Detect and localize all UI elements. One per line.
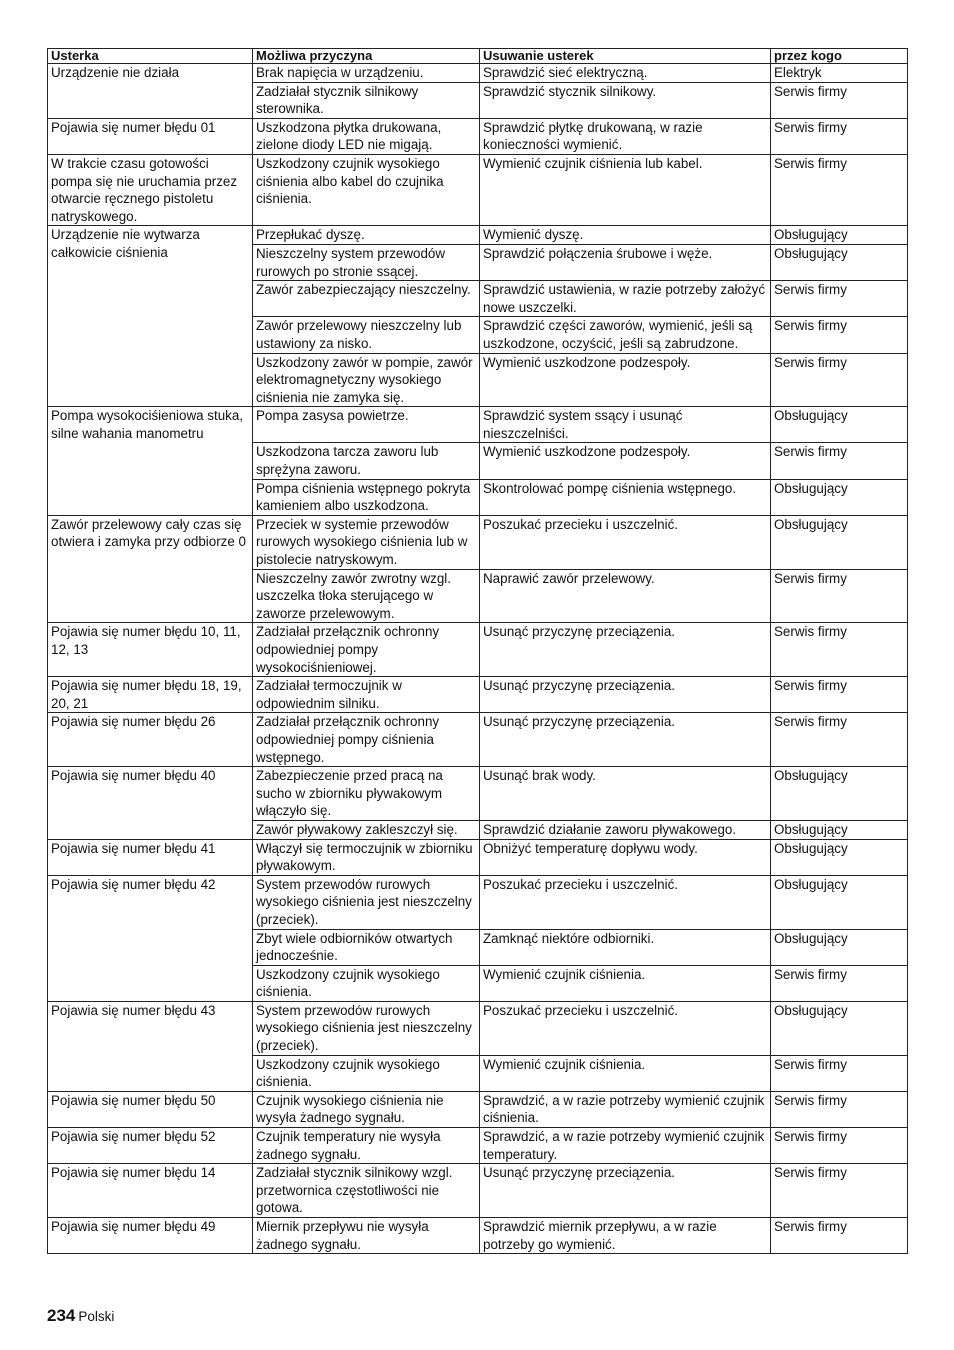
table-row [48,64,908,83]
table-row [48,1128,908,1164]
cause-cell: Zadziałał przełącznik ochronny odpowiedniej pompy ciśnienia wstępnego. [253,713,480,767]
responsible-cell: Obsługujący [771,407,908,443]
remedy-cell: Sprawdzić, a w razie potrzeby wymienić czujnik ciśnienia. [480,1091,771,1127]
cause-cell: Brak napięcia w urządzeniu. [253,64,480,83]
cause-cell: System przewodów rurowych wysokiego ciśnienia jest nieszczelny (przeciek). [253,1001,480,1055]
troubleshooting-table [47,48,908,1254]
cause-cell: Uszkodzony zawór w pompie, zawór elektromagnetyczny wysokiego ciśnienia nie zamyka się. [253,353,480,407]
fault-cell: Urządzenie nie wytwarza całkowicie ciśnienia [48,226,253,407]
header-responsible: przez kogo [771,49,908,64]
remedy-cell: Wymienić dyszę. [480,226,771,245]
remedy-cell: Sprawdzić płytkę drukowaną, w razie konieczności wymienić. [480,118,771,154]
language-label: Polski [78,1309,115,1324]
remedy-cell: Poszukać przecieku i uszczelnić. [480,1001,771,1055]
responsible-cell: Obsługujący [771,1001,908,1055]
page-footer [47,1306,114,1326]
cause-cell: Zawór przelewowy nieszczelny lub ustawiony za nisko. [253,317,480,353]
remedy-cell: Skontrolować pompę ciśnienia wstępnego. [480,479,771,515]
responsible-cell: Serwis firmy [771,1128,908,1164]
header-fault: Usterka [48,49,253,64]
cause-cell: Nieszczelny zawór zwrotny wzgl. uszczelka tłoka sterującego w zaworze przelewowym. [253,569,480,623]
table-row [48,713,908,767]
remedy-cell: Sprawdzić działanie zaworu pływakowego. [480,820,771,839]
cause-cell: Miernik przepływu nie wysyła żadnego sygnału. [253,1218,480,1254]
cause-cell: Zawór pływakowy zakleszczył się. [253,820,480,839]
fault-cell: Pojawia się numer błędu 41 [48,839,253,875]
fault-cell: Pojawia się numer błędu 43 [48,1001,253,1091]
remedy-cell: Wymienić uszkodzone podzespoły. [480,353,771,407]
responsible-cell: Obsługujący [771,767,908,821]
remedy-cell: Naprawić zawór przelewowy. [480,569,771,623]
cause-cell: Pompa ciśnienia wstępnego pokryta kamieniem albo uszkodzona. [253,479,480,515]
remedy-cell: Sprawdzić stycznik silnikowy. [480,82,771,118]
table-row [48,154,908,225]
table-row [48,767,908,821]
responsible-cell: Serwis firmy [771,623,908,677]
fault-cell: Pojawia się numer błędu 49 [48,1218,253,1254]
responsible-cell: Obsługujący [771,244,908,280]
responsible-cell: Serwis firmy [771,569,908,623]
fault-cell: Pojawia się numer błędu 50 [48,1091,253,1127]
remedy-cell: Wymienić czujnik ciśnienia. [480,1055,771,1091]
table-row [48,677,908,713]
cause-cell: Uszkodzony czujnik wysokiego ciśnienia albo kabel do czujnika ciśnienia. [253,154,480,225]
responsible-cell: Obsługujący [771,479,908,515]
cause-cell: Czujnik temperatury nie wysyła żadnego sygnału. [253,1128,480,1164]
table-row [48,1001,908,1055]
cause-cell: Przepłukać dyszę. [253,226,480,245]
responsible-cell: Serwis firmy [771,677,908,713]
remedy-cell: Wymienić czujnik ciśnienia lub kabel. [480,154,771,225]
remedy-cell: Poszukać przecieku i uszczelnić. [480,515,771,569]
responsible-cell: Serwis firmy [771,118,908,154]
remedy-cell: Sprawdzić miernik przepływu, a w razie potrzeby go wymienić. [480,1218,771,1254]
remedy-cell: Sprawdzić sieć elektryczną. [480,64,771,83]
responsible-cell: Obsługujący [771,929,908,965]
responsible-cell: Obsługujący [771,820,908,839]
responsible-cell: Serwis firmy [771,1164,908,1218]
cause-cell: Zbyt wiele odbiorników otwartych jednocześnie. [253,929,480,965]
fault-cell: Urządzenie nie działa [48,64,253,119]
table-row [48,515,908,569]
remedy-cell: Wymienić czujnik ciśnienia. [480,965,771,1001]
remedy-cell: Usunąć brak wody. [480,767,771,821]
cause-cell: Zabezpieczenie przed pracą na sucho w zbiorniku pływakowym włączyło się. [253,767,480,821]
responsible-cell: Serwis firmy [771,965,908,1001]
cause-cell: Zadziałał przełącznik ochronny odpowiedniej pompy wysokociśnieniowej. [253,623,480,677]
table-row [48,407,908,443]
cause-cell: Uszkodzona tarcza zaworu lub sprężyna zaworu. [253,443,480,479]
header-row [48,49,908,64]
cause-cell: Zawór zabezpieczający nieszczelny. [253,281,480,317]
remedy-cell: Usunąć przyczynę przeciązenia. [480,1164,771,1218]
table-row [48,1218,908,1254]
table-row [48,118,908,154]
responsible-cell: Serwis firmy [771,82,908,118]
responsible-cell: Obsługujący [771,515,908,569]
fault-cell: Pojawia się numer błędu 42 [48,875,253,1001]
remedy-cell: Sprawdzić części zaworów, wymienić, jeśli są uszkodzone, oczyścić, jeśli są zabrudzone. [480,317,771,353]
fault-cell: Pojawia się numer błędu 01 [48,118,253,154]
remedy-cell: Zamknąć niektóre odbiorniki. [480,929,771,965]
remedy-cell: Sprawdzić ustawienia, w razie potrzeby założyć nowe uszczelki. [480,281,771,317]
responsible-cell: Elektryk [771,64,908,83]
responsible-cell: Serwis firmy [771,713,908,767]
remedy-cell: Sprawdzić, a w razie potrzeby wymienić czujnik temperatury. [480,1128,771,1164]
fault-cell: Pojawia się numer błędu 10, 11, 12, 13 [48,623,253,677]
responsible-cell: Serwis firmy [771,353,908,407]
cause-cell: Przeciek w systemie przewodów rurowych wysokiego ciśnienia lub w pistolecie natryskowym. [253,515,480,569]
cause-cell: Włączył się termoczujnik w zbiorniku pływakowym. [253,839,480,875]
remedy-cell: Sprawdzić system ssący i usunąć nieszczelniści. [480,407,771,443]
responsible-cell: Serwis firmy [771,1091,908,1127]
table-row [48,875,908,929]
responsible-cell: Serwis firmy [771,281,908,317]
cause-cell: Nieszczelny system przewodów rurowych po stronie ssącej. [253,244,480,280]
remedy-cell: Usunąć przyczynę przeciązenia. [480,677,771,713]
responsible-cell: Obsługujący [771,226,908,245]
cause-cell: Czujnik wysokiego ciśnienia nie wysyła żadnego sygnału. [253,1091,480,1127]
responsible-cell: Serwis firmy [771,154,908,225]
table-body [48,64,908,1254]
cause-cell: Zadziałał termoczujnik w odpowiednim silniku. [253,677,480,713]
cause-cell: Zadziałał stycznik silnikowy sterownika. [253,82,480,118]
remedy-cell: Usunąć przyczynę przeciązenia. [480,713,771,767]
cause-cell: Zadziałał stycznik silnikowy wzgl. przetwornica częstotliwości nie gotowa. [253,1164,480,1218]
table-row [48,839,908,875]
remedy-cell: Wymienić uszkodzone podzespoły. [480,443,771,479]
header-cause: Możliwa przyczyna [253,49,480,64]
fault-cell: Zawór przelewowy cały czas się otwiera i zamyka przy odbiorze 0 [48,515,253,623]
header-remedy: Usuwanie usterek [480,49,771,64]
fault-cell: Pojawia się numer błędu 14 [48,1164,253,1218]
remedy-cell: Usunąć przyczynę przeciązenia. [480,623,771,677]
table-row [48,1091,908,1127]
responsible-cell: Serwis firmy [771,317,908,353]
fault-cell: Pompa wysokociśieniowa stuka, silne wahania manometru [48,407,253,516]
responsible-cell: Obsługujący [771,839,908,875]
responsible-cell: Serwis firmy [771,1218,908,1254]
remedy-cell: Obniżyć temperaturę dopływu wody. [480,839,771,875]
fault-cell: W trakcie czasu gotowości pompa się nie uruchamia przez otwarcie ręcznego pistoletu natryskowego. [48,154,253,225]
fault-cell: Pojawia się numer błędu 18, 19, 20, 21 [48,677,253,713]
remedy-cell: Poszukać przecieku i uszczelnić. [480,875,771,929]
table-row [48,623,908,677]
responsible-cell: Obsługujący [771,875,908,929]
cause-cell: Uszkodzony czujnik wysokiego ciśnienia. [253,1055,480,1091]
cause-cell: Pompa zasysa powietrze. [253,407,480,443]
fault-cell: Pojawia się numer błędu 52 [48,1128,253,1164]
cause-cell: System przewodów rurowych wysokiego ciśnienia jest nieszczelny (przeciek). [253,875,480,929]
cause-cell: Uszkodzona płytka drukowana, zielone diody LED nie migają. [253,118,480,154]
responsible-cell: Serwis firmy [771,1055,908,1091]
responsible-cell: Serwis firmy [771,443,908,479]
cause-cell: Uszkodzony czujnik wysokiego ciśnienia. [253,965,480,1001]
remedy-cell: Sprawdzić połączenia śrubowe i węże. [480,244,771,280]
table-row [48,226,908,245]
table-row [48,1164,908,1218]
page-number: 234 [47,1306,76,1325]
fault-cell: Pojawia się numer błędu 26 [48,713,253,767]
fault-cell: Pojawia się numer błędu 40 [48,767,253,839]
